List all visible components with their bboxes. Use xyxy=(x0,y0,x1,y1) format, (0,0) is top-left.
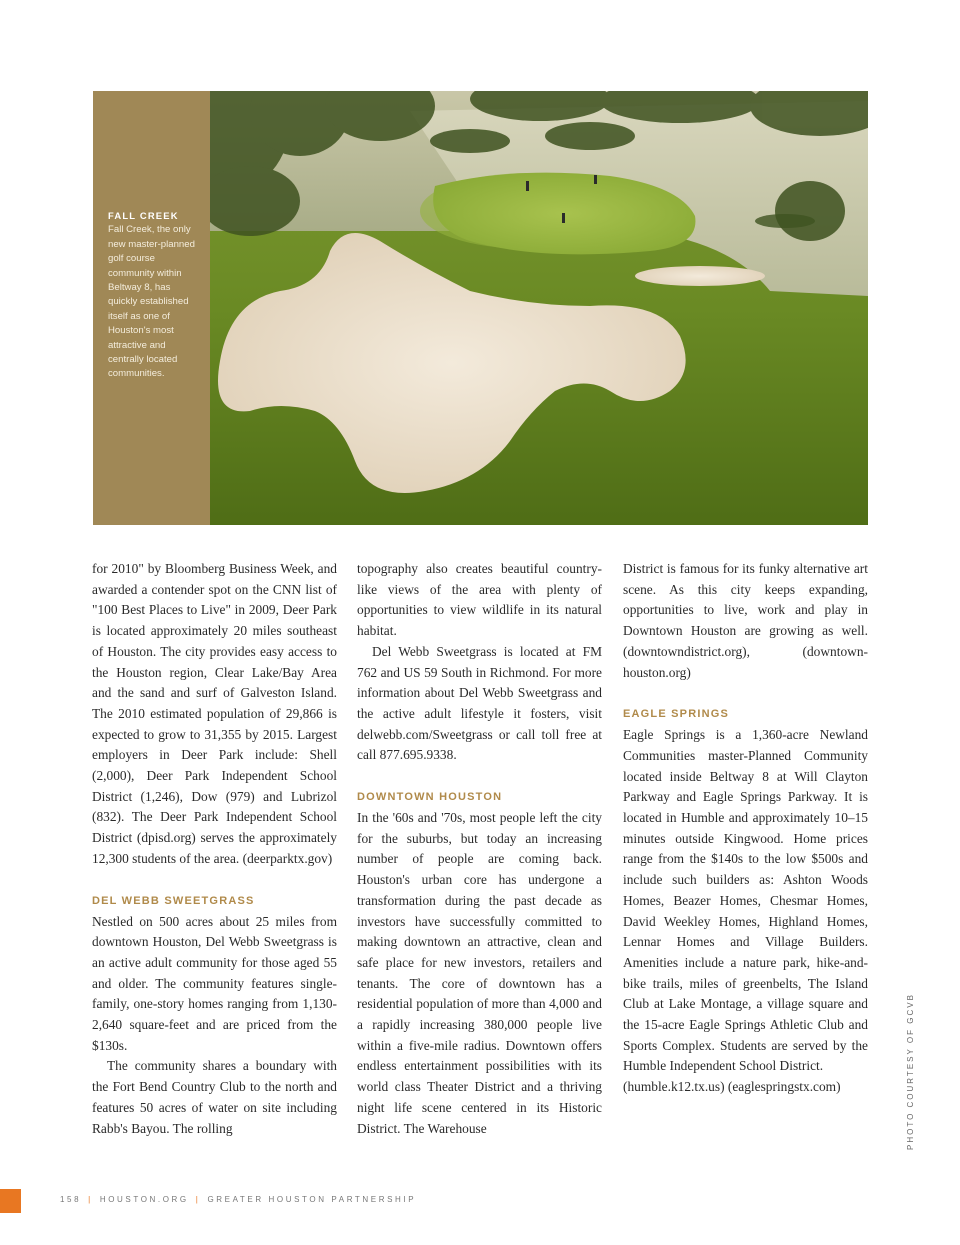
del-webb-paragraph-4: Del Webb Sweetgrass is located at FM 762 and US 59 South in Richmond. For more information about Del Webb Sweetgrass and the active adult lifestyle it fosters, visit delwebb.com/Sweetgrass or call toll free at call 877.695.9338. xyxy=(357,643,602,763)
photo-credit: PHOTO COURTESY OF GCVB xyxy=(906,993,915,1150)
feature-photo-block xyxy=(93,91,868,525)
footer-org: GREATER HOUSTON PARTNERSHIP xyxy=(207,1195,417,1204)
heading-downtown-houston: DOWNTOWN HOUSTON xyxy=(357,791,503,804)
footer-site: HOUSTON.ORG xyxy=(99,1195,189,1204)
footer-separator: | xyxy=(195,1195,201,1204)
heading-eagle-springs: EAGLE SPRINGS xyxy=(623,708,730,721)
caption-text: Fall Creek, the only new master-planned golf course community within Beltway 8, has quickly established itself as one of Houston's most attractive and centrally located communities. xyxy=(108,224,195,380)
del-webb-paragraph-2: The community shares a boundary with the Fort Bend Country Club to the north and features 50 acres of water on site including Rabb's Bayou. The rolling xyxy=(92,1058,337,1136)
column-2 xyxy=(357,559,602,1139)
page-number: 158 xyxy=(60,1195,82,1204)
downtown-paragraph: In the '60s and '70s, most people left the city for the suburbs, but today an increasing number of people are coming back. Houston's urban core has undergone a transformation during the past decade as investors have successfully committed to making downtown an attractive, clean and safe place for new investors, retailers and tenants. The core of downtown has a residential population of more than 4,000 and a rapidly increasing 380,000 people live within a five-mile radius. Downtown offers endless entertainment possibilities with its world class Theater District and a thriving night life scene centered in its Historic District. The Warehouse xyxy=(357,810,602,1136)
caption-title: FALL CREEK xyxy=(108,210,179,221)
downtown-paragraph-cont: District is famous for its funky alternative art scene. As this city keeps expanding, opportunities to live, work and play in Downtown Houston are growing as well. (downtowndistrict.org), (downtown-houston.org) xyxy=(623,561,868,680)
page-footer xyxy=(60,1195,416,1204)
del-webb-paragraph-3: topography also creates beautiful country-like views of the area with plenty of opportunities to view wildlife in its natural habitat. xyxy=(357,561,602,639)
del-webb-paragraph-1: Nestled on 500 acres about 25 miles from downtown Houston, Del Webb Sweetgrass is an active adult community for those aged 55 and older. The community features single-family, one-story homes ranging from 1,130-2,640 square-feet and are priced from the $130s. xyxy=(92,913,337,1053)
golf-course-photo xyxy=(210,91,868,525)
eagle-springs-links: (humble.k12.tx.us) (eaglespringstx.com) xyxy=(623,1079,841,1095)
column-3 xyxy=(623,559,868,1098)
page-tab-marker xyxy=(0,1189,21,1213)
photo-caption xyxy=(93,91,210,525)
footer-separator: | xyxy=(88,1195,93,1204)
deer-park-paragraph: for 2010" by Bloomberg Business Week, and awarded a contender spot on the CNN list of "100 Best Places to Live" in 2009, Deer Park is located approximately 20 miles southeast of Houston. The city provides easy access to the Houston region, Clear Lake/Bay Area and the sand and surf of Galveston Island. The 2010 estimated population of 29,866 is expected to grow to 31,355 by 2015. Largest employers in Deer Park include: Shell (2,000), Deer Park Independent School District (1,246), Dow (979) and Lubrizol (832). The Deer Park Independent School District (dpisd.org) serves the approximately 12,300 students of the area. (deerparktx.gov) xyxy=(92,561,337,866)
heading-del-webb-sweetgrass: DEL WEBB SWEETGRASS xyxy=(92,894,255,907)
column-1 xyxy=(92,559,337,1139)
eagle-springs-paragraph: Eagle Springs is a 1,360-acre Newland Communities master-Planned Community located inside Beltway 8 at Will Clayton Parkway and Eagle Springs Parkway. It is located in Humble and approximately 10–15 minutes outside Kingwood. Home prices range from the $140s to the low $500s and include such builders as: Ashton Woods Homes, Beazer Homes, Chesmar Homes, David Weekley Homes, Highland Homes, Lennar Homes and Village Builders. Amenities include a nature park, hike-and-bike trails, miles of greenbelts, The Island Club at Lake Montage, a village square and the 15-acre Eagle Springs Athletic Club and Sports Complex. Students are served by the Humble Independent School District. xyxy=(623,727,868,1074)
